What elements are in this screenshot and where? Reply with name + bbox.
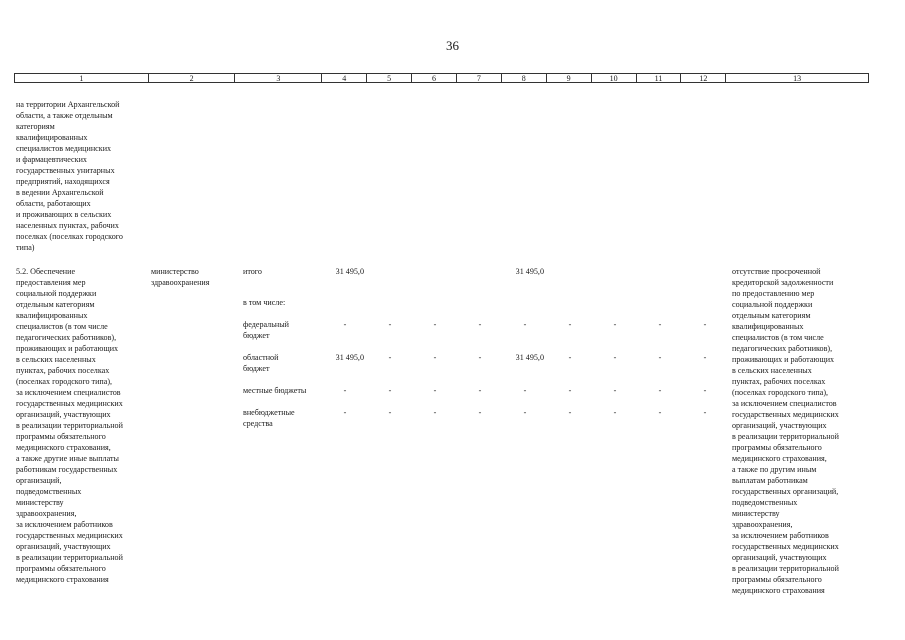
local-col5-value: - (388, 386, 392, 395)
local-col9-value: - (568, 386, 572, 395)
funding-label-local: местные бюджеты (243, 386, 307, 395)
local-col8-value: - (523, 386, 527, 395)
extrabudget-col4-value: - (343, 408, 347, 417)
total-col4-value: 31 495,0 (335, 267, 364, 276)
funding-label-regional: областной бюджет (243, 353, 279, 373)
col-header-2: 2 (149, 74, 236, 82)
regional-col7-value: - (478, 353, 482, 362)
col-header-5: 5 (367, 74, 412, 82)
regional-col6-value: - (433, 353, 437, 362)
local-col6-value: - (433, 386, 437, 395)
column-header-row (14, 73, 869, 83)
col-header-12: 12 (681, 74, 726, 82)
extrabudget-col6-value: - (433, 408, 437, 417)
funding-label-extrabudget: внебюджетные средства (243, 408, 295, 428)
federal-col8-value: - (523, 320, 527, 329)
federal-col5-value: - (388, 320, 392, 329)
regional-col10-value: - (613, 353, 617, 362)
col-header-6: 6 (412, 74, 457, 82)
regional-col11-value: - (658, 353, 662, 362)
regional-col5-value: - (388, 353, 392, 362)
extrabudget-col5-value: - (388, 408, 392, 417)
col-header-13: 13 (793, 74, 802, 83)
regional-col4-value: 31 495,0 (335, 353, 364, 362)
extrabudget-col12-value: - (703, 408, 707, 417)
col-header-4: 4 (322, 74, 367, 82)
col-header-7: 7 (457, 74, 502, 82)
local-col11-value: - (658, 386, 662, 395)
col-header-9: 9 (547, 74, 592, 82)
federal-col6-value: - (433, 320, 437, 329)
federal-col11-value: - (658, 320, 662, 329)
extrabudget-col7-value: - (478, 408, 482, 417)
local-col7-value: - (478, 386, 482, 395)
local-col12-value: - (703, 386, 707, 395)
federal-col7-value: - (478, 320, 482, 329)
col-header-3: 3 (235, 74, 322, 82)
col-header-8: 8 (502, 74, 547, 82)
extrabudget-col8-value: - (523, 408, 527, 417)
col-header-10: 10 (592, 74, 637, 82)
item-title: 5.2. Обеспечение предоставления мер социальной поддержки отдельным категориям квалифицированных специалистов (в том числе педагогических работников), проживающих и работающих в сельских населенных пунктах, рабочих поселках (поселках городского типа), за исключением специалистов государственных медицинских организаций, участвующих в реализации территориальной программы обязательного медицинского страхования, а также другие иные выплаты работникам государственных организаций, подведомственных министерству здравоохранения, за исключением работников государственных медицинских организаций, участвующих в реализации территориальной программы обязательного медицинского страхования (16, 267, 123, 584)
federal-col9-value: - (568, 320, 572, 329)
federal-col12-value: - (703, 320, 707, 329)
col-header-1: 1 (15, 74, 149, 82)
regional-col12-value: - (703, 353, 707, 362)
federal-col10-value: - (613, 320, 617, 329)
item-result: отсутствие просроченной кредиторской задолженности по предоставлению мер социальной поддержки отдельным категориям квалифицированных специалистов (в том числе педагогических работников), проживающих и работающих в сельских населенных пунктах, рабочих поселках (поселках городского типа), за исключением специалистов государственных медицинских организаций, участвующих в реализации территориальной программы обязательного медицинского страхования, а также по другим иным выплатам работникам государственных организаций, подведомственных министерству здравоохранения, за исключением работников государственных медицинских организаций, участвующих в реализации территориальной программы обязательного медицинского страхования (732, 267, 839, 595)
total-col8-value: 31 495,0 (515, 267, 544, 276)
continuation-text: на территории Архангельской области, а также отдельным категориям квалифицированных специалистов медицинских и фармацевтических государственных унитарных предприятий, находящихся в ведении Архангельской области, работающих и проживающих в сельских населенных пунктах, рабочих поселках (поселках городского типа) (16, 100, 123, 252)
funding-label-including: в том числе: (243, 298, 286, 307)
regional-col9-value: - (568, 353, 572, 362)
item-executor: министерство здравоохранения (151, 267, 210, 287)
extrabudget-col10-value: - (613, 408, 617, 417)
regional-col8-value: 31 495,0 (515, 353, 544, 362)
federal-col4-value: - (343, 320, 347, 329)
local-col10-value: - (613, 386, 617, 395)
page-number: 36 (446, 38, 459, 53)
funding-label-federal: федеральный бюджет (243, 320, 289, 340)
funding-label-total: итого (243, 267, 262, 276)
local-col4-value: - (343, 386, 347, 395)
extrabudget-col11-value: - (658, 408, 662, 417)
extrabudget-col9-value: - (568, 408, 572, 417)
col-header-11: 11 (637, 74, 682, 82)
